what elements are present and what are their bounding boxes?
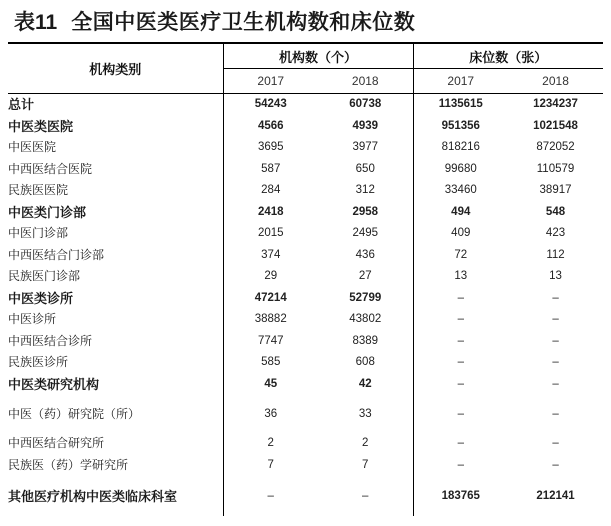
row-value: 42 — [318, 374, 413, 396]
row-value: – — [552, 437, 559, 449]
row-value: 13 — [549, 270, 562, 282]
table-row — [8, 352, 603, 374]
row-label: 民族医门诊部 — [8, 266, 223, 288]
row-value: 45 — [264, 377, 278, 390]
row-value: 2495 — [318, 223, 413, 245]
row-value: – — [457, 334, 464, 347]
header-year-beds-2018: 2018 — [542, 74, 569, 88]
row-value: 374 — [261, 248, 281, 261]
row-value: 436 — [318, 245, 413, 267]
row-value: 2 — [267, 437, 274, 449]
row-value: – — [457, 377, 464, 390]
row-label: 中医类门诊部 — [8, 202, 223, 224]
header-group-institutions: 机构数（个） — [223, 43, 413, 69]
row-label: 中医诊所 — [8, 309, 223, 331]
row-value: 36 — [264, 408, 278, 420]
header-year-beds-2017: 2017 — [447, 74, 475, 88]
table-row — [8, 374, 603, 396]
row-value: 27 — [318, 266, 413, 288]
row-value: 312 — [318, 180, 413, 202]
row-value: – — [552, 313, 559, 325]
row-value: 3695 — [257, 141, 284, 153]
row-label: 总计 — [8, 94, 223, 116]
table-row — [8, 433, 603, 455]
row-value: – — [457, 313, 464, 325]
row-value: – — [267, 490, 274, 502]
table-row — [8, 180, 603, 202]
row-value: – — [457, 291, 464, 304]
row-label: 中医类诊所 — [8, 288, 223, 310]
table-row — [8, 159, 603, 181]
row-value: – — [552, 408, 559, 420]
row-label: 其他医疗机构中医类临床科室 — [8, 476, 223, 516]
row-value: 110579 — [536, 162, 575, 175]
row-value: – — [552, 356, 559, 368]
row-label: 中西医结合门诊部 — [8, 245, 223, 267]
table-number-label: 表11 — [14, 11, 58, 34]
table-row — [8, 309, 603, 331]
row-value: 1135615 — [438, 98, 483, 110]
row-value: 4939 — [318, 116, 413, 138]
row-label: 中医门诊部 — [8, 223, 223, 245]
row-label: 中医医院 — [8, 137, 223, 159]
row-value: – — [457, 408, 464, 420]
row-label: 中医类研究机构 — [8, 374, 223, 396]
row-value: – — [457, 356, 464, 368]
table-row — [8, 245, 603, 267]
row-value: 951356 — [441, 119, 480, 132]
header-group-beds: 床位数（张） — [413, 43, 603, 69]
row-value: 183765 — [441, 490, 480, 502]
row-value: 2015 — [257, 227, 284, 239]
row-value: 7 — [267, 458, 274, 471]
row-value: 4566 — [257, 119, 284, 132]
row-value: 29 — [264, 270, 278, 282]
row-value: 1234237 — [533, 98, 578, 110]
row-value: 548 — [545, 205, 566, 218]
table-row — [8, 455, 603, 477]
row-label: 中医类医院 — [8, 116, 223, 138]
table-title — [8, 0, 603, 42]
row-value: 494 — [451, 205, 471, 218]
row-label: 民族医医院 — [8, 180, 223, 202]
table-head — [8, 43, 603, 94]
row-value: 47214 — [254, 291, 287, 304]
row-value: 33 — [318, 395, 413, 433]
row-value: 38917 — [539, 184, 572, 196]
table-row — [8, 116, 603, 138]
table-row — [8, 331, 603, 353]
row-value: 818216 — [441, 141, 480, 153]
row-value: 13 — [454, 270, 468, 282]
row-value: 99680 — [444, 162, 477, 175]
row-label: 民族医（药）学研究所 — [8, 455, 223, 477]
row-value: 2958 — [318, 202, 413, 224]
table-row — [8, 223, 603, 245]
row-value: 1021548 — [533, 119, 578, 132]
row-value: – — [552, 334, 559, 347]
row-value: 54243 — [254, 98, 287, 110]
statistics-table — [8, 42, 603, 516]
row-value: 72 — [454, 248, 468, 261]
table-row — [8, 202, 603, 224]
table-body — [8, 94, 603, 517]
table-row — [8, 395, 603, 433]
header-year-inst-2018: 2018 — [318, 69, 413, 94]
row-label: 中西医结合医院 — [8, 159, 223, 181]
row-value: 8389 — [318, 331, 413, 353]
row-value: – — [552, 291, 559, 304]
row-value: 43802 — [318, 309, 413, 331]
row-value: 409 — [451, 227, 471, 239]
row-value: 38882 — [254, 313, 287, 325]
row-value: 2418 — [257, 205, 284, 218]
header-year-inst-2017: 2017 — [257, 74, 285, 88]
table-row — [8, 137, 603, 159]
row-value: 2 — [318, 433, 413, 455]
row-value: – — [457, 437, 464, 449]
row-value: 52799 — [318, 288, 413, 310]
row-label: 中医（药）研究院（所） — [8, 395, 223, 433]
row-value: 872052 — [536, 141, 575, 153]
header-group-row — [8, 43, 603, 69]
row-label: 中西医结合研究所 — [8, 433, 223, 455]
row-label: 民族医诊所 — [8, 352, 223, 374]
row-value: 585 — [261, 356, 281, 368]
table-row — [8, 288, 603, 310]
table-row — [8, 476, 603, 516]
row-value: 212141 — [536, 490, 575, 502]
row-value: 587 — [261, 162, 281, 175]
table-row — [8, 94, 603, 116]
row-value: 423 — [545, 227, 566, 239]
row-value: 3977 — [318, 137, 413, 159]
row-value: 7747 — [257, 334, 284, 347]
row-value: 650 — [318, 159, 413, 181]
row-value: – — [318, 476, 413, 516]
row-value: – — [457, 458, 464, 471]
row-value: 33460 — [444, 184, 477, 196]
row-value: – — [552, 377, 559, 390]
row-value: 7 — [318, 455, 413, 477]
row-value: 112 — [546, 248, 565, 261]
table-title-text: 全国中医类医疗卫生机构数和床位数 — [71, 11, 416, 34]
row-value: 608 — [318, 352, 413, 374]
row-value: 60738 — [318, 94, 413, 116]
row-label: 中西医结合诊所 — [8, 331, 223, 353]
row-value: – — [552, 458, 559, 471]
row-value: 284 — [261, 184, 281, 196]
header-category: 机构类别 — [8, 43, 223, 94]
table-row — [8, 266, 603, 288]
